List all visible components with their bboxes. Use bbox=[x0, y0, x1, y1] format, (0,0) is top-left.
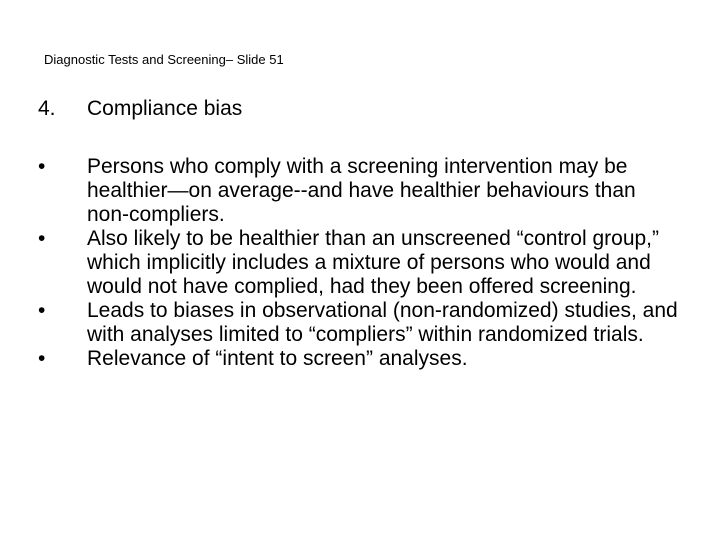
bullet-dot-icon: • bbox=[38, 299, 46, 322]
bullet-dot-icon: • bbox=[38, 347, 46, 370]
bullet-text: Persons who comply with a screening intervention may be healthier—on average--and have healthier behaviours than non-compliers. bbox=[87, 155, 636, 226]
bullet-item bbox=[38, 347, 678, 371]
bullet-list bbox=[38, 155, 678, 371]
bullet-dot-icon: • bbox=[38, 155, 46, 178]
bullet-item bbox=[38, 227, 678, 299]
section-number: 4. bbox=[38, 97, 56, 120]
section-title: Compliance bias bbox=[87, 97, 243, 120]
bullet-text: Also likely to be healthier than an unscreened “control group,” which implicitly includes a mixture of persons who would and would not have complied, had they been offered screening. bbox=[87, 227, 660, 298]
bullet-dot-icon: • bbox=[38, 227, 46, 250]
bullet-item bbox=[38, 155, 678, 227]
slide-header: Diagnostic Tests and Screening– Slide 51 bbox=[44, 52, 284, 67]
bullet-item bbox=[38, 299, 678, 347]
bullet-text: Leads to biases in observational (non-randomized) studies, and with analyses limited to “compliers” within randomized trials. bbox=[87, 299, 678, 346]
bullet-text: Relevance of “intent to screen” analyses. bbox=[87, 347, 468, 370]
